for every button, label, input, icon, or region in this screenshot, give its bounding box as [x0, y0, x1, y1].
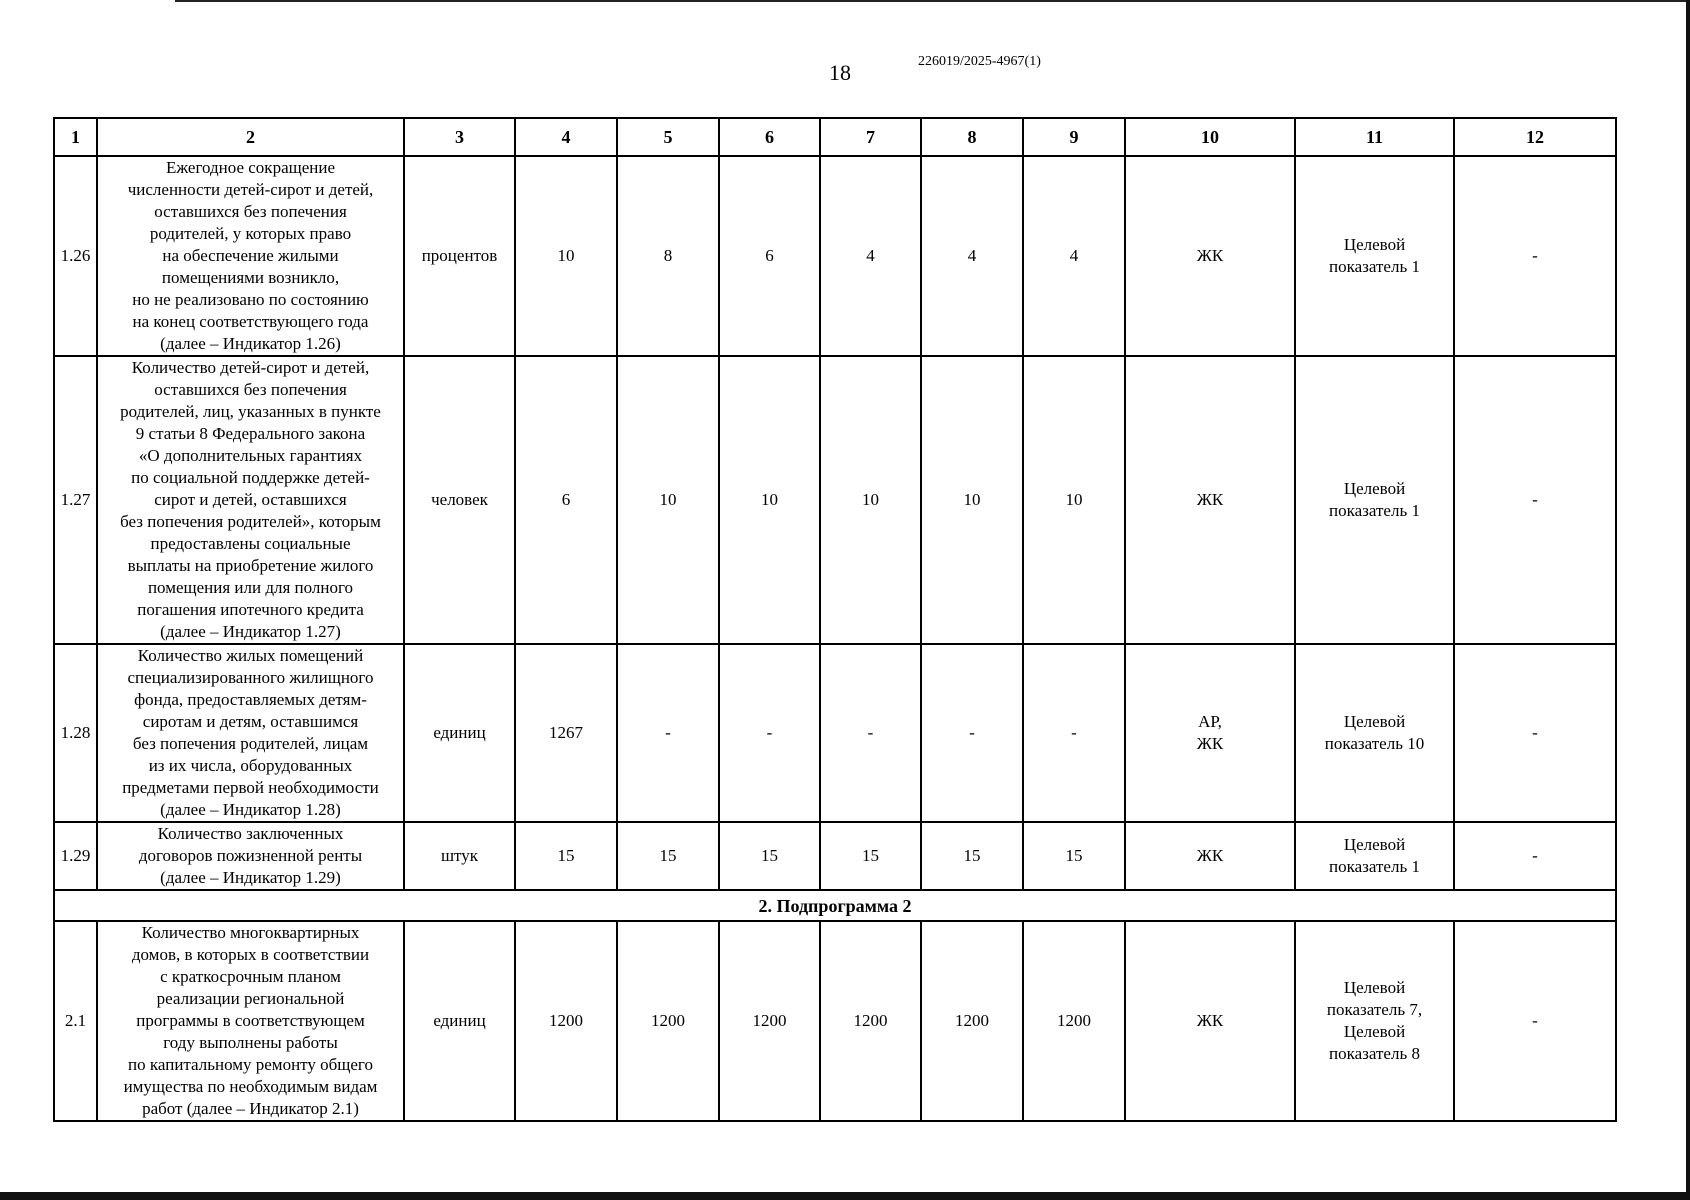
col-header-4: 4	[515, 118, 617, 156]
col-header-1: 1	[54, 118, 97, 156]
section-title: 2. Подпрограмма 2	[54, 890, 1616, 921]
value-col-7: 15	[820, 822, 921, 890]
value-col-4: 1200	[515, 921, 617, 1121]
unit: единиц	[404, 921, 515, 1121]
col-header-8: 8	[921, 118, 1023, 156]
col-header-5: 5	[617, 118, 719, 156]
col-header-2: 2	[97, 118, 404, 156]
indicator-description: Количество заключенных договоров пожизненной ренты (далее – Индикатор 1.29)	[97, 822, 404, 890]
col-header-11: 11	[1295, 118, 1454, 156]
value-col-9: 1200	[1023, 921, 1125, 1121]
scan-border-right	[1686, 0, 1690, 1200]
indicator-description: Количество детей-сирот и детей, оставшихся без попечения родителей, лиц, указанных в пункте 9 статьи 8 Федерального закона «О дополнительных гарантиях по социальной поддержке детей- сирот и детей, оставшихся без попечения родителей», которым предоставлены социальные выплаты на приобретение жилого помещения или для полного погашения ипотечного кредита (далее – Индикатор 1.27)	[97, 356, 404, 644]
table-row	[54, 356, 1616, 644]
value-col-6: 6	[719, 156, 820, 356]
col-header-10: 10	[1125, 118, 1295, 156]
responsible-col-10: АР, ЖК	[1125, 644, 1295, 822]
value-col-9: 10	[1023, 356, 1125, 644]
table-row	[54, 156, 1616, 356]
table-row	[54, 921, 1616, 1121]
unit: штук	[404, 822, 515, 890]
row-number: 1.27	[54, 356, 97, 644]
responsible-col-10: ЖК	[1125, 156, 1295, 356]
col-header-6: 6	[719, 118, 820, 156]
value-col-4: 6	[515, 356, 617, 644]
value-col-5: 1200	[617, 921, 719, 1121]
section-header-row	[54, 890, 1616, 921]
target-indicator-col-11: Целевой показатель 7, Целевой показатель 8	[1295, 921, 1454, 1121]
scan-border-top	[175, 0, 1690, 2]
col-header-3: 3	[404, 118, 515, 156]
table-row	[54, 822, 1616, 890]
value-col-4: 15	[515, 822, 617, 890]
indicators-table	[53, 117, 1617, 1122]
indicator-description: Количество жилых помещений специализированного жилищного фонда, предоставляемых детям- сиротам и детям, оставшимся без попечения родителей, лицам из их числа, оборудованных предметами первой необходимости (далее – Индикатор 1.28)	[97, 644, 404, 822]
value-col-6: 15	[719, 822, 820, 890]
col-header-9: 9	[1023, 118, 1125, 156]
value-col-8: 4	[921, 156, 1023, 356]
value-col-4: 10	[515, 156, 617, 356]
value-col-9: 4	[1023, 156, 1125, 356]
value-col-6: 10	[719, 356, 820, 644]
indicator-description: Ежегодное сокращение численности детей-сирот и детей, оставшихся без попечения родителей, у которых право на обеспечение жилыми помещениями возникло, но не реализовано по состоянию на конец соответствующего года (далее – Индикатор 1.26)	[97, 156, 404, 356]
unit: процентов	[404, 156, 515, 356]
page-number: 18	[829, 60, 851, 85]
value-col-9: -	[1023, 644, 1125, 822]
unit: человек	[404, 356, 515, 644]
row-number: 1.29	[54, 822, 97, 890]
col-12-value: -	[1454, 822, 1616, 890]
value-col-5: 8	[617, 156, 719, 356]
value-col-5: 15	[617, 822, 719, 890]
value-col-7: -	[820, 644, 921, 822]
target-indicator-col-11: Целевой показатель 1	[1295, 356, 1454, 644]
col-12-value: -	[1454, 156, 1616, 356]
value-col-4: 1267	[515, 644, 617, 822]
row-number: 1.26	[54, 156, 97, 356]
value-col-7: 4	[820, 156, 921, 356]
unit: единиц	[404, 644, 515, 822]
value-col-7: 10	[820, 356, 921, 644]
registration-number: 226019/2025-4967(1)	[918, 54, 1041, 69]
col-12-value: -	[1454, 921, 1616, 1121]
value-col-6: 1200	[719, 921, 820, 1121]
responsible-col-10: ЖК	[1125, 356, 1295, 644]
responsible-col-10: ЖК	[1125, 822, 1295, 890]
value-col-5: -	[617, 644, 719, 822]
value-col-8: -	[921, 644, 1023, 822]
value-col-9: 15	[1023, 822, 1125, 890]
value-col-5: 10	[617, 356, 719, 644]
responsible-col-10: ЖК	[1125, 921, 1295, 1121]
col-12-value: -	[1454, 644, 1616, 822]
target-indicator-col-11: Целевой показатель 10	[1295, 644, 1454, 822]
value-col-8: 15	[921, 822, 1023, 890]
target-indicator-col-11: Целевой показатель 1	[1295, 156, 1454, 356]
column-number-row	[54, 118, 1616, 156]
col-header-12: 12	[1454, 118, 1616, 156]
col-12-value: -	[1454, 356, 1616, 644]
scan-border-bottom	[0, 1192, 1690, 1200]
value-col-7: 1200	[820, 921, 921, 1121]
indicator-description: Количество многоквартирных домов, в которых в соответствии с краткосрочным планом реализации региональной программы в соответствующем году выполнены работы по капитальному ремонту общего имущества по необходимым видам работ (далее – Индикатор 2.1)	[97, 921, 404, 1121]
target-indicator-col-11: Целевой показатель 1	[1295, 822, 1454, 890]
row-number: 1.28	[54, 644, 97, 822]
col-header-7: 7	[820, 118, 921, 156]
row-number: 2.1	[54, 921, 97, 1121]
value-col-8: 10	[921, 356, 1023, 644]
table-row	[54, 644, 1616, 822]
value-col-8: 1200	[921, 921, 1023, 1121]
value-col-6: -	[719, 644, 820, 822]
